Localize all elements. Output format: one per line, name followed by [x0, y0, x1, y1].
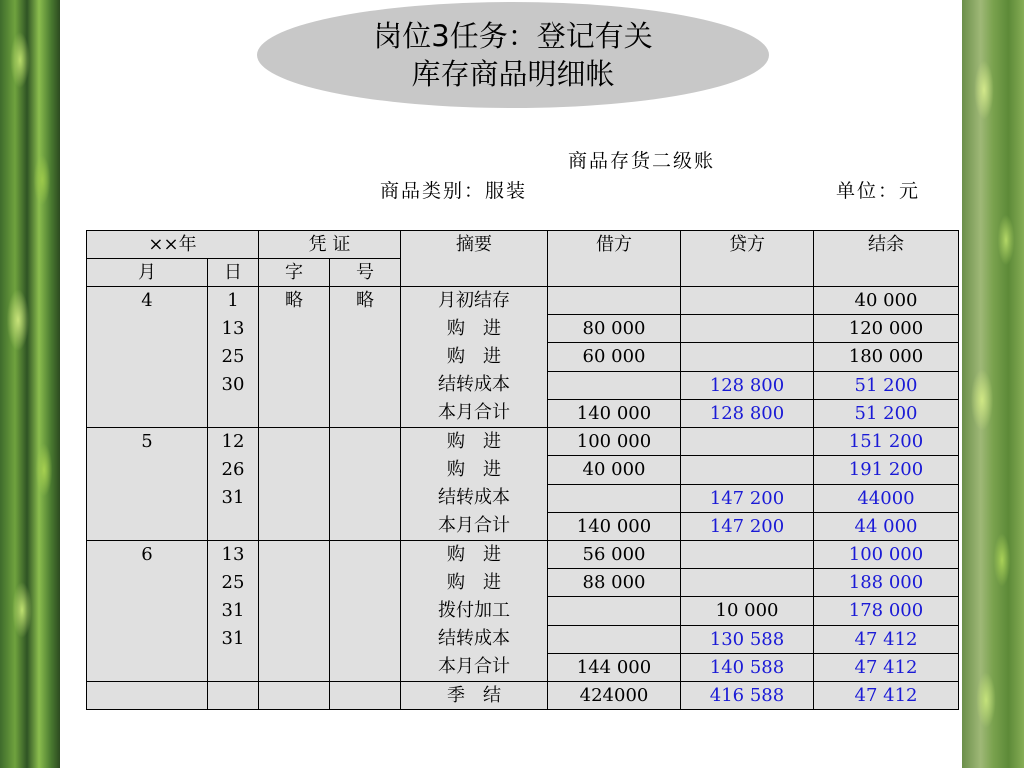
day-cell: 31 — [221, 487, 245, 508]
document-unit: 单位：元 — [836, 180, 921, 202]
balance-cell: 120 000 — [814, 315, 959, 343]
header-balance: 结余 — [814, 231, 959, 287]
debit-cell: 56 000 — [548, 541, 681, 569]
table-row — [87, 287, 959, 315]
debit-cell: 88 000 — [548, 569, 681, 597]
debit-cell: 144 000 — [548, 653, 681, 681]
table-row — [87, 428, 959, 456]
summary-cell: 购 进 — [447, 346, 501, 367]
header-debit: 借方 — [548, 231, 681, 287]
day-cell: 25 — [221, 346, 245, 367]
day-cell: 1 — [227, 290, 239, 311]
group-month: 6 — [87, 541, 208, 682]
slide-title — [257, 2, 769, 108]
group-days — [208, 287, 259, 428]
day-cell: 26 — [221, 459, 245, 480]
season-summary: 季 结 — [401, 682, 548, 710]
group-month: 5 — [87, 428, 208, 541]
document-category: 商品类别：服装 — [380, 180, 528, 202]
empty-cell — [208, 682, 259, 710]
day-cell: 25 — [221, 572, 245, 593]
balance-cell: 178 000 — [814, 597, 959, 625]
bamboo-right-decoration — [962, 0, 1024, 768]
table-row — [87, 541, 959, 569]
group-month: 4 — [87, 287, 208, 428]
group-summaries — [401, 428, 548, 541]
credit-cell: 10 000 — [681, 597, 814, 625]
debit-cell: 140 000 — [548, 512, 681, 540]
balance-cell: 51 200 — [814, 371, 959, 399]
ledger-table — [86, 230, 959, 710]
document-heading: 商品存货二级账 — [568, 150, 716, 172]
group-days — [208, 541, 259, 682]
summary-cell: 结转成本 — [438, 487, 510, 508]
credit-cell — [681, 428, 814, 456]
debit-cell — [548, 597, 681, 625]
credit-cell — [681, 456, 814, 484]
header-month: 月 — [87, 259, 208, 287]
credit-cell: 147 200 — [681, 512, 814, 540]
group-number: 略 — [330, 287, 401, 428]
summary-cell: 结转成本 — [438, 374, 510, 395]
credit-cell — [681, 287, 814, 315]
summary-cell: 结转成本 — [438, 628, 510, 649]
group-summaries — [401, 287, 548, 428]
header-voucher: 凭 证 — [259, 231, 401, 259]
balance-cell: 47 412 — [814, 653, 959, 681]
credit-cell: 128 800 — [681, 399, 814, 427]
empty-cell — [259, 682, 330, 710]
group-number — [330, 428, 401, 541]
credit-cell: 147 200 — [681, 484, 814, 512]
group-word — [259, 428, 330, 541]
empty-cell — [330, 682, 401, 710]
credit-cell — [681, 541, 814, 569]
debit-cell: 80 000 — [548, 315, 681, 343]
summary-cell: 本月合计 — [438, 515, 510, 536]
header-credit: 贷方 — [681, 231, 814, 287]
debit-cell: 60 000 — [548, 343, 681, 371]
season-balance: 47 412 — [814, 682, 959, 710]
debit-cell: 40 000 — [548, 456, 681, 484]
summary-cell: 购 进 — [447, 572, 501, 593]
debit-cell — [548, 371, 681, 399]
balance-cell: 180 000 — [814, 343, 959, 371]
credit-cell — [681, 315, 814, 343]
header-number: 号 — [330, 259, 401, 287]
credit-cell: 128 800 — [681, 371, 814, 399]
group-word: 略 — [259, 287, 330, 428]
slide-title-line1: 岗位3任务：登记有关 — [373, 19, 653, 53]
day-cell: 13 — [221, 318, 245, 339]
debit-cell — [548, 625, 681, 653]
group-number — [330, 541, 401, 682]
summary-cell: 购 进 — [447, 431, 501, 452]
credit-cell: 130 588 — [681, 625, 814, 653]
header-word: 字 — [259, 259, 330, 287]
balance-cell: 47 412 — [814, 625, 959, 653]
day-cell: 31 — [221, 600, 245, 621]
balance-cell: 44000 — [814, 484, 959, 512]
day-cell: 13 — [221, 544, 245, 565]
summary-cell: 本月合计 — [438, 656, 510, 677]
credit-cell — [681, 569, 814, 597]
header-summary: 摘要 — [401, 231, 548, 287]
balance-cell: 40 000 — [814, 287, 959, 315]
season-debit: 424000 — [548, 682, 681, 710]
day-cell: 12 — [221, 431, 245, 452]
day-cell: 31 — [221, 628, 245, 649]
credit-cell — [681, 343, 814, 371]
balance-cell: 191 200 — [814, 456, 959, 484]
group-days — [208, 428, 259, 541]
empty-cell — [87, 682, 208, 710]
season-credit: 416 588 — [681, 682, 814, 710]
debit-cell: 140 000 — [548, 399, 681, 427]
header-day: 日 — [208, 259, 259, 287]
balance-cell: 188 000 — [814, 569, 959, 597]
summary-cell: 购 进 — [447, 459, 501, 480]
bamboo-left-decoration — [0, 0, 60, 768]
balance-cell: 151 200 — [814, 428, 959, 456]
debit-cell — [548, 484, 681, 512]
header-row-1 — [87, 231, 959, 259]
summary-cell: 购 进 — [447, 318, 501, 339]
summary-cell: 拨付加工 — [438, 600, 510, 621]
debit-cell — [548, 287, 681, 315]
summary-cell: 购 进 — [447, 544, 501, 565]
balance-cell: 51 200 — [814, 399, 959, 427]
summary-cell: 月初结存 — [438, 290, 510, 311]
group-summaries — [401, 541, 548, 682]
summary-cell: 本月合计 — [438, 402, 510, 423]
balance-cell: 100 000 — [814, 541, 959, 569]
header-year: ××年 — [87, 231, 259, 259]
season-total-row — [87, 682, 959, 710]
slide-title-line2: 库存商品明细帐 — [411, 57, 615, 91]
day-cell: 30 — [221, 374, 245, 395]
credit-cell: 140 588 — [681, 653, 814, 681]
group-word — [259, 541, 330, 682]
debit-cell: 100 000 — [548, 428, 681, 456]
balance-cell: 44 000 — [814, 512, 959, 540]
